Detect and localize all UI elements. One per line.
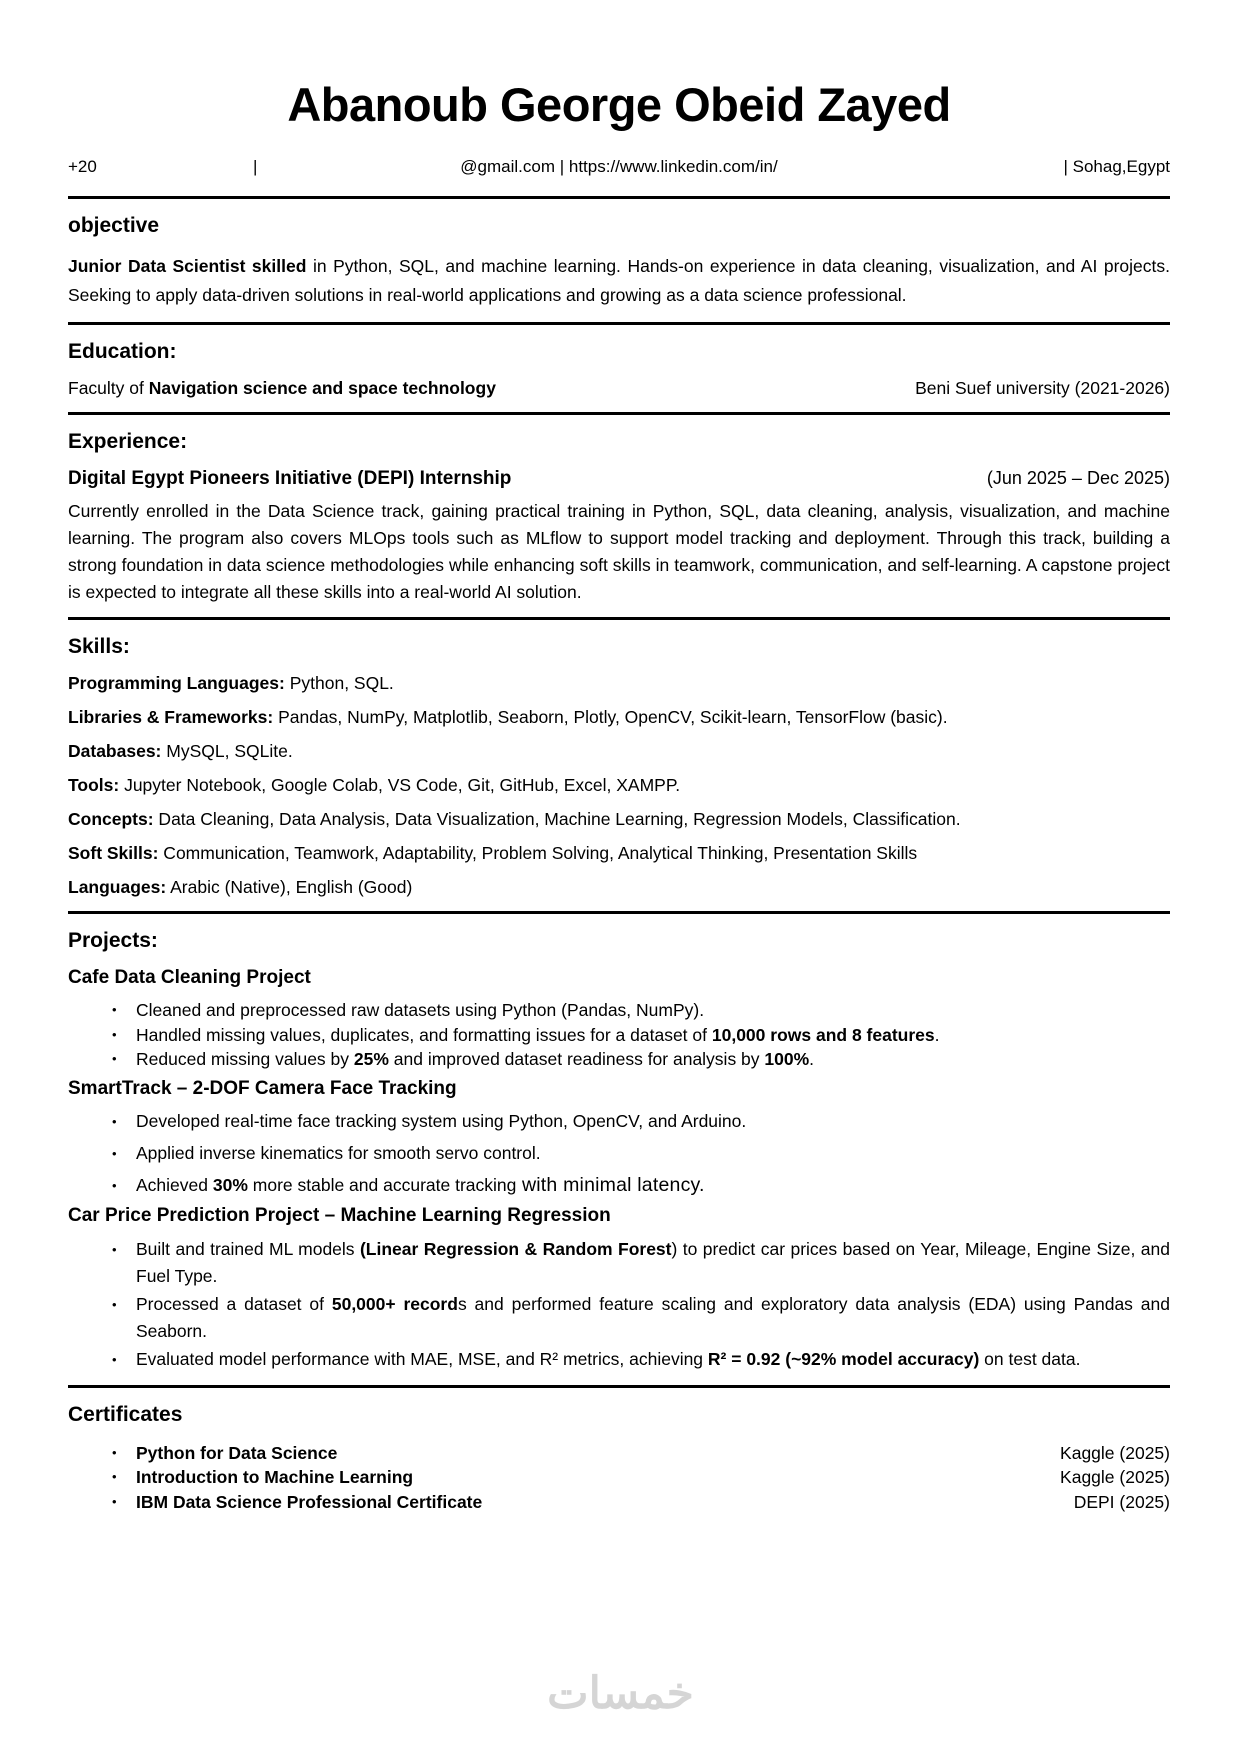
project-bullet [68,998,1170,1023]
skill-label: Databases: [68,741,162,762]
objective-text: Junior Data Scientist skilled in Python, SQL, and machine learning. Hands-on experience in data cleaning, visualization, and AI projects. Seeking to apply data-driven solutions in real-world applications and growing as a data science professional. [68,256,1170,306]
skill-value: Data Cleaning, Data Analysis, Data Visualization, Machine Learning, Regression Models, Classification. [153,809,961,830]
project-title: SmartTrack – 2-DOF Camera Face Tracking [68,1077,457,1099]
section-divider [68,911,1170,914]
contact-line [68,157,1170,179]
bullet-text: Evaluated model performance with MAE, MSE, and R² metrics, achieving R² = 0.92 (~92% model accuracy) on test data. [136,1348,1081,1369]
experience-description: Currently enrolled in the Data Science track, gaining practical training in Python, SQL, data cleaning, analysis, visualization, and machine learning. The program also covers MLOps tools such as MLflow to support model tracking and deployment. Through this track, building a strong foundation in data science methodologies while enhancing soft skills in teamwork, communication, and self-learning. A capstone project is expected to integrate all these skills into a real-world AI solution. [68,501,1170,603]
bullet-text: Achieved 30% more stable and accurate tracking with minimal latency. [136,1173,705,1196]
bullet-text: Handled missing values, duplicates, and formatting issues for a dataset of 10,000 rows and 8 features. [136,1024,940,1045]
skill-label: Tools: [68,775,120,796]
skill-item [68,673,1170,694]
khamsat-watermark: خمسات [547,1669,694,1718]
project-bullet [68,1141,1170,1166]
section-divider [68,412,1170,415]
skill-item [68,877,1170,898]
projects-heading: Projects: [68,929,158,953]
location-text: | Sohag,Egypt [1063,157,1170,177]
education-degree: Faculty of Navigation science and space technology [68,378,496,399]
project-bullet-list [68,1236,1170,1373]
skill-label: Soft Skills: [68,843,159,864]
contact-separator: | [253,157,258,177]
skills-heading: Skills: [68,635,130,659]
bullet-icon: • [112,1493,117,1509]
education-row [68,378,1170,399]
skill-label: Libraries & Frameworks: [68,707,274,728]
skill-label: Programming Languages: [68,673,285,694]
skill-value: Python, SQL. [284,673,394,694]
objective-heading: objective [68,214,160,238]
certificate-list [68,1441,1170,1515]
bullet-icon: • [112,1002,117,1018]
experience-heading: Experience: [68,430,188,454]
section-divider [68,617,1170,620]
certificates-heading: Certificates [68,1402,183,1426]
bullet-icon: • [112,1051,117,1067]
bullet-icon: • [112,1296,117,1312]
skill-value: Communication, Teamwork, Adaptability, Problem Solving, Analytical Thinking, Presentation Skills [158,843,918,864]
bullet-icon: • [112,1113,117,1129]
skill-label: Concepts: [68,809,154,830]
bullet-text: Cleaned and preprocessed raw datasets using Python (Pandas, NumPy). [136,1000,705,1021]
skill-item [68,775,1170,796]
bullet-icon: • [112,1444,117,1460]
certificate-issuer: Kaggle (2025) [1060,1442,1170,1463]
project-bullet [68,1291,1170,1345]
certificate-issuer: Kaggle (2025) [1060,1467,1170,1488]
skill-item [68,707,1170,728]
bullet-icon: • [112,1351,117,1367]
certificate-item [68,1465,1170,1490]
skill-item [68,809,1170,830]
skill-value: Jupyter Notebook, Google Colab, VS Code, Git, GitHub, Excel, XAMPP. [119,775,681,796]
bullet-icon: • [112,1145,117,1161]
bullet-icon: • [112,1469,117,1485]
section-divider [68,1385,1170,1388]
bullet-text: Developed real-time face tracking system using Python, OpenCV, and Arduino. [136,1110,747,1131]
skill-item [68,741,1170,762]
skill-value: MySQL, SQLite. [161,741,293,762]
bullet-text: Applied inverse kinematics for smooth servo control. [136,1142,541,1163]
skill-value: Pandas, NumPy, Matplotlib, Seaborn, Plotly, OpenCV, Scikit-learn, TensorFlow (basic). [273,707,948,728]
project-bullet [68,1346,1170,1373]
project-bullet [68,1023,1170,1048]
certificate-item [68,1441,1170,1466]
education-university: Beni Suef university (2021-2026) [915,378,1170,399]
email-linkedin-text: @gmail.com | https://www.linkedin.com/in/ [460,157,778,177]
bullet-text: Reduced missing values by 25% and improved dataset readiness for analysis by 100%. [136,1049,815,1070]
bullet-icon: • [112,1026,117,1042]
certificate-name: IBM Data Science Professional Certificate [136,1491,483,1512]
bullet-text: Processed a dataset of 50,000+ records and performed feature scaling and exploratory data analysis (EDA) using Pandas and Seaborn. [136,1293,1170,1341]
bullet-icon: • [112,1177,117,1193]
phone-number: +20 [68,157,97,177]
section-divider [68,322,1170,325]
section-divider [68,196,1170,199]
project-bullet [68,1109,1170,1134]
project-title: Car Price Prediction Project – Machine Learning Regression [68,1204,611,1226]
resume-name: Abanoub George Obeid Zayed [287,78,951,131]
certificate-issuer: DEPI (2025) [1073,1491,1170,1512]
bullet-icon: • [112,1241,117,1257]
bullet-text: Built and trained ML models (Linear Regression & Random Forest) to predict car prices based on Year, Mileage, Engine Size, and Fuel Type. [136,1238,1170,1286]
skill-value: Arabic (Native), English (Good) [166,877,413,898]
project-bullet [68,1236,1170,1290]
project-bullet [68,1047,1170,1072]
project-bullet-list [68,1109,1170,1198]
certificate-item [68,1490,1170,1515]
education-heading: Education: [68,340,177,364]
skill-item [68,843,1170,864]
project-title: Cafe Data Cleaning Project [68,967,311,989]
certificate-name: Python for Data Science [136,1442,338,1463]
experience-title-row [68,468,1170,490]
experience-title: Digital Egypt Pioneers Initiative (DEPI) Internship [68,468,512,490]
skill-label: Languages: [68,877,167,898]
project-bullet-list [68,998,1170,1072]
project-bullet [68,1173,1170,1198]
certificate-name: Introduction to Machine Learning [136,1467,414,1488]
experience-date: (Jun 2025 – Dec 2025) [986,468,1170,489]
